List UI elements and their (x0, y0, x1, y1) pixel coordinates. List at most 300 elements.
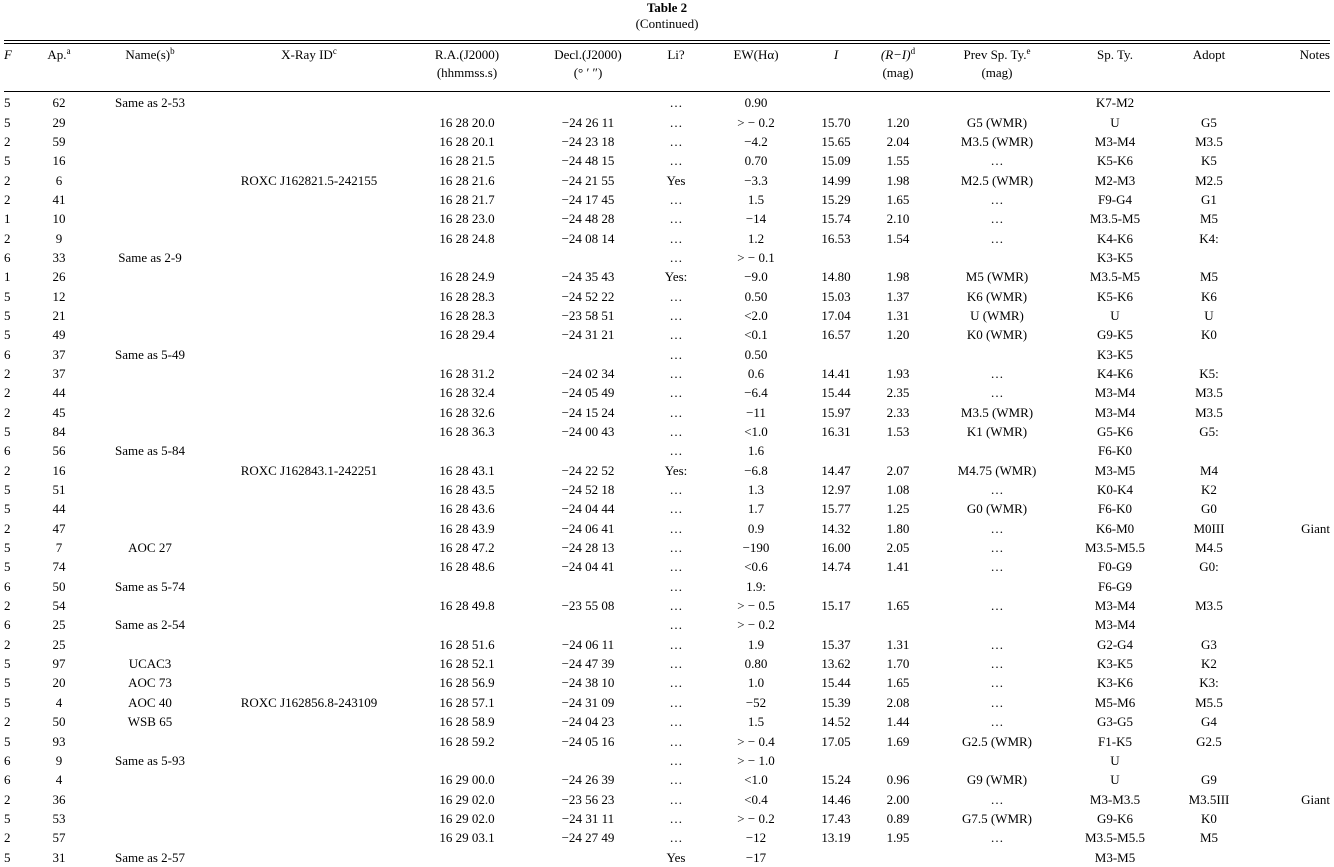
cell-names: Same as 5-49 (114, 346, 186, 362)
cell-ra: 16 28 56.9 (439, 675, 495, 691)
cell-ew: > − 0.2 (737, 810, 775, 826)
table-row (4, 809, 1330, 828)
cell-spty: M2-M3 (1094, 172, 1136, 188)
cell-ap: 6 (55, 172, 63, 188)
cell-ra: 16 28 49.8 (439, 598, 495, 614)
cell-adopt: K3: (1199, 675, 1219, 691)
cell-adopt: K2 (1201, 482, 1217, 498)
cell-ew: > − 0.2 (737, 617, 775, 633)
cell-f: 5 (4, 307, 11, 323)
cell-prev: … (990, 830, 1004, 846)
cell-spty: K5-K6 (1096, 288, 1134, 304)
cell-ri: 1.44 (886, 714, 910, 730)
cell-ra: 16 28 21.5 (439, 153, 495, 169)
cell-notes (1252, 654, 1330, 673)
cell-prev (930, 751, 1064, 770)
cell-ra: 16 28 48.6 (439, 559, 495, 575)
cell-adopt: K0 (1201, 810, 1217, 826)
cell-adopt: G2.5 (1196, 733, 1222, 749)
cell-f: 2 (4, 598, 11, 614)
cell-ap: 4 (55, 694, 63, 710)
cell-spty: M3.5-M5 (1089, 211, 1141, 227)
cell-names (86, 364, 214, 383)
cell-adopt: U (1204, 307, 1214, 323)
cell-names: Same as 2-53 (114, 95, 186, 111)
table-row (4, 538, 1330, 557)
col-names-header: $Name(s)^b$ (125, 46, 175, 62)
cell-ra: 16 29 02.0 (439, 791, 495, 807)
col-ew-header: EW(Hα) (733, 47, 779, 62)
cell-f: 5 (4, 733, 11, 749)
cell-i: 12.97 (821, 482, 851, 498)
cell-names (86, 151, 214, 170)
cell-xray (214, 151, 404, 170)
cell-adopt (1166, 441, 1252, 460)
cell-ri (866, 615, 930, 634)
cell-i: 15.24 (821, 772, 851, 788)
cell-ap: 74 (52, 559, 66, 575)
cell-names (86, 480, 214, 499)
cell-ew: > − 0.4 (737, 733, 775, 749)
cell-names (86, 190, 214, 209)
cell-i: 15.70 (821, 114, 851, 130)
cell-names (86, 828, 214, 847)
cell-adopt: K0 (1201, 327, 1217, 343)
cell-ri (866, 344, 930, 363)
cell-f: 5 (4, 656, 11, 672)
cell-dec: −24 35 43 (561, 269, 615, 285)
cell-f: 5 (4, 327, 11, 343)
cell-prev: G9 (WMR) (966, 772, 1028, 788)
cell-names (86, 132, 214, 151)
cell-dec: −24 23 18 (561, 133, 615, 149)
cell-ew: −12 (745, 830, 767, 846)
cell-ri: 1.53 (886, 424, 910, 440)
cell-xray (214, 499, 404, 518)
cell-dec: −24 02 34 (561, 365, 615, 381)
cell-li: … (669, 520, 683, 536)
cell-i: 15.09 (821, 153, 851, 169)
cell-ap: 25 (52, 617, 66, 633)
cell-dec: −24 27 49 (561, 830, 615, 846)
cell-spty: M3-M4 (1094, 133, 1136, 149)
cell-adopt: K2 (1201, 656, 1217, 672)
cell-i: 15.44 (821, 675, 851, 691)
cell-ap: 62 (52, 95, 66, 111)
cell-ap: 29 (52, 114, 66, 130)
cell-spty: F6-G9 (1098, 578, 1132, 594)
cell-ra (404, 93, 530, 112)
cell-ri: 1.98 (886, 172, 910, 188)
cell-ri: 1.98 (886, 269, 910, 285)
cell-ew: <1.0 (744, 424, 768, 440)
cell-ra: 16 28 28.3 (439, 288, 495, 304)
cell-spty: F1-K5 (1098, 733, 1132, 749)
cell-f: 2 (4, 520, 11, 536)
cell-li: … (669, 191, 683, 207)
cell-dec: −24 48 15 (561, 153, 615, 169)
cell-dec: −24 05 49 (561, 385, 615, 401)
cell-dec: −24 21 55 (561, 172, 615, 188)
cell-ri (866, 751, 930, 770)
cell-ri: 1.20 (886, 327, 910, 343)
cell-notes: Giant (1301, 791, 1330, 807)
cell-names (86, 731, 214, 750)
cell-notes (1252, 615, 1330, 634)
cell-adopt (1166, 847, 1252, 866)
cell-ra (404, 751, 530, 770)
col-i-header: I (833, 47, 839, 62)
cell-ap: 37 (52, 346, 66, 362)
cell-dec: −24 52 22 (561, 288, 615, 304)
cell-li: … (669, 578, 683, 594)
cell-notes (1252, 364, 1330, 383)
cell-ew: −190 (742, 540, 770, 556)
cell-spty: G2-G4 (1096, 636, 1134, 652)
cell-notes (1252, 480, 1330, 499)
cell-ra (404, 344, 530, 363)
cell-f: 2 (4, 791, 11, 807)
table-row (4, 132, 1330, 151)
cell-f: 6 (4, 346, 11, 362)
cell-xray (214, 480, 404, 499)
cell-li: … (669, 791, 683, 807)
cell-prev: M3.5 (WMR) (960, 404, 1034, 420)
cell-f: 5 (4, 540, 11, 556)
cell-f: 5 (4, 675, 11, 691)
table-row (4, 557, 1330, 576)
cell-ri: 1.55 (886, 153, 910, 169)
cell-li: … (669, 230, 683, 246)
cell-ri: 1.25 (886, 501, 910, 517)
cell-spty: M3-M5 (1094, 849, 1136, 865)
cell-i: 14.47 (821, 462, 851, 478)
cell-ew: > − 0.5 (737, 598, 775, 614)
cell-ew: 1.2 (747, 230, 765, 246)
cell-dec: −24 04 23 (561, 714, 615, 730)
cell-names: Same as 2-57 (114, 849, 186, 865)
cell-ra: 16 28 32.6 (439, 404, 495, 420)
table-row (4, 441, 1330, 460)
cell-notes (1252, 344, 1330, 363)
cell-ra: 16 28 24.8 (439, 230, 495, 246)
cell-names: AOC 27 (128, 540, 172, 556)
cell-ra: 16 28 52.1 (439, 656, 495, 672)
cell-ap: 31 (52, 849, 66, 865)
cell-adopt: M3.5III (1188, 791, 1230, 807)
cell-xray (214, 344, 404, 363)
cell-f: 5 (4, 95, 11, 111)
cell-li: … (669, 694, 683, 710)
cell-notes (1252, 228, 1330, 247)
cell-prev: … (990, 482, 1004, 498)
cell-ra: 16 28 43.5 (439, 482, 495, 498)
cell-ri: 1.31 (886, 636, 910, 652)
cell-names (86, 519, 214, 538)
cell-dec (530, 93, 646, 112)
table-row (4, 577, 1330, 596)
cell-ew: 0.80 (744, 656, 768, 672)
table-row (4, 151, 1330, 170)
cell-ri: 1.65 (886, 675, 910, 691)
cell-prev: … (990, 636, 1004, 652)
table-row (4, 403, 1330, 422)
cell-f: 6 (4, 752, 11, 768)
cell-f: 2 (4, 462, 11, 478)
cell-ra (404, 577, 530, 596)
cell-notes (1252, 809, 1330, 828)
cell-names (86, 286, 214, 305)
cell-i: 15.03 (821, 288, 851, 304)
cell-li: … (669, 327, 683, 343)
cell-ew: 1.9 (747, 636, 765, 652)
cell-ri (866, 577, 930, 596)
cell-xray (214, 403, 404, 422)
cell-ew: −4.2 (744, 133, 768, 149)
cell-names (86, 112, 214, 131)
cell-prev (930, 577, 1064, 596)
table-row (4, 519, 1330, 538)
cell-xray (214, 383, 404, 402)
cell-xray (214, 519, 404, 538)
cell-notes (1252, 248, 1330, 267)
table-row (4, 635, 1330, 654)
cell-spty: G5-K6 (1096, 424, 1134, 440)
cell-adopt: G3 (1201, 636, 1217, 652)
cell-notes (1252, 693, 1330, 712)
cell-dec: −24 47 39 (561, 656, 615, 672)
col-xray-header: X-Ray $ID^c$ (281, 46, 337, 62)
cell-adopt (1166, 248, 1252, 267)
cell-spty: K3-K5 (1096, 249, 1134, 265)
cell-f: 1 (4, 211, 11, 227)
cell-i: 17.05 (821, 733, 851, 749)
cell-spty: K3-K5 (1096, 656, 1134, 672)
cell-f: 6 (4, 617, 11, 633)
cell-notes (1252, 673, 1330, 692)
cell-prev: … (990, 365, 1004, 381)
cell-spty: M3-M5 (1094, 462, 1136, 478)
table-row (4, 461, 1330, 480)
cell-notes (1252, 190, 1330, 209)
col-adopt-header: Adopt (1192, 47, 1226, 62)
table-row (4, 654, 1330, 673)
cell-ap: 33 (52, 249, 66, 265)
cell-dec: −24 06 41 (561, 520, 615, 536)
cell-notes (1252, 751, 1330, 770)
cell-dec: −23 56 23 (561, 791, 615, 807)
cell-spty: M3-M4 (1094, 404, 1136, 420)
cell-adopt: M5 (1199, 211, 1219, 227)
cell-i: 15.17 (821, 598, 851, 614)
cell-dec: −24 52 18 (561, 482, 615, 498)
cell-ap: 20 (52, 675, 66, 691)
cell-f: 2 (4, 385, 11, 401)
cell-ew: > − 1.0 (737, 752, 775, 768)
cell-i: 15.39 (821, 694, 851, 710)
cell-ew: 1.6 (747, 443, 765, 459)
cell-dec (530, 248, 646, 267)
table-body (4, 93, 1330, 867)
cell-li: … (669, 810, 683, 826)
cell-ap: 26 (52, 269, 66, 285)
cell-ap: 53 (52, 810, 66, 826)
cell-xray (214, 112, 404, 131)
cell-names (86, 422, 214, 441)
cell-dec: −23 55 08 (561, 598, 615, 614)
cell-spty: K5-K6 (1096, 153, 1134, 169)
cell-spty: U (1110, 772, 1120, 788)
cell-notes (1252, 325, 1330, 344)
cell-f: 1 (4, 269, 11, 285)
cell-dec: −24 38 10 (561, 675, 615, 691)
cell-ap: 37 (52, 365, 66, 381)
cell-notes (1252, 538, 1330, 557)
table-row (4, 170, 1330, 189)
cell-dec (530, 615, 646, 634)
cell-li: Yes: (664, 269, 688, 285)
cell-li: … (669, 540, 683, 556)
cell-ew: <1.0 (744, 772, 768, 788)
cell-ew: 0.90 (744, 95, 768, 111)
cell-dec: −24 04 41 (561, 559, 615, 575)
cell-ap: 21 (52, 307, 66, 323)
cell-li: … (669, 288, 683, 304)
cell-li: … (669, 133, 683, 149)
cell-ew: −6.8 (744, 462, 768, 478)
cell-ap: 9 (55, 752, 63, 768)
cell-adopt: G9 (1201, 772, 1217, 788)
cell-prev: … (990, 559, 1004, 575)
cell-i: 15.65 (821, 133, 851, 149)
col-f-header: F (4, 47, 12, 62)
cell-ri: 1.08 (886, 482, 910, 498)
table-row (4, 364, 1330, 383)
cell-xray (214, 132, 404, 151)
cell-names (86, 209, 214, 228)
cell-i (806, 751, 866, 770)
cell-ap: 50 (52, 714, 66, 730)
cell-ra: 16 28 23.0 (439, 211, 495, 227)
table-row (4, 209, 1330, 228)
cell-dec: −24 06 11 (561, 636, 615, 652)
cell-ew: 1.0 (747, 675, 765, 691)
cell-ap: 44 (52, 385, 66, 401)
cell-i: 15.29 (821, 191, 851, 207)
cell-dec: −24 15 24 (561, 404, 615, 420)
cell-names: UCAC3 (128, 656, 172, 672)
cell-xray (214, 635, 404, 654)
cell-ri: 1.70 (886, 656, 910, 672)
cell-prev: K1 (WMR) (966, 424, 1028, 440)
cell-dec (530, 441, 646, 460)
cell-ra: 16 28 28.3 (439, 307, 495, 323)
top-rule (4, 40, 1330, 41)
cell-names (86, 383, 214, 402)
cell-xray (214, 847, 404, 866)
cell-prev: … (990, 714, 1004, 730)
cell-names: Same as 2-9 (118, 249, 182, 265)
cell-ew: <0.6 (744, 559, 768, 575)
cell-prev: M5 (WMR) (965, 269, 1029, 285)
cell-dec: −24 05 16 (561, 733, 615, 749)
cell-i: 15.77 (821, 501, 851, 517)
cell-ri: 2.10 (886, 211, 910, 227)
cell-ri: 1.69 (886, 733, 910, 749)
cell-ri: 2.05 (886, 540, 910, 556)
cell-notes (1252, 93, 1330, 112)
cell-i (806, 248, 866, 267)
cell-notes (1252, 712, 1330, 731)
cell-li: … (669, 733, 683, 749)
cell-adopt: G4 (1201, 714, 1217, 730)
cell-ra: 16 28 36.3 (439, 424, 495, 440)
cell-ew: −3.3 (744, 172, 768, 188)
col-dec-header: Decl.(J2000) (° ′ ″) (554, 47, 622, 80)
cell-f: 2 (4, 714, 11, 730)
cell-f: 5 (4, 501, 11, 517)
cell-prev: … (990, 656, 1004, 672)
cell-li: … (669, 211, 683, 227)
cell-i (806, 344, 866, 363)
cell-ap: 16 (52, 462, 66, 478)
cell-ra: 16 29 00.0 (439, 772, 495, 788)
cell-li: … (669, 772, 683, 788)
cell-ra: 16 28 59.2 (439, 733, 495, 749)
cell-f: 6 (4, 578, 11, 594)
cell-f: 6 (4, 249, 11, 265)
table-subtitle: (Continued) (635, 16, 699, 31)
cell-spty: K6-M0 (1095, 520, 1135, 536)
cell-f: 5 (4, 288, 11, 304)
cell-f: 5 (4, 153, 11, 169)
table-row (4, 383, 1330, 402)
cell-li: … (669, 424, 683, 440)
cell-ri: 1.37 (886, 288, 910, 304)
cell-ew: 1.7 (747, 501, 765, 517)
cell-adopt: M0III (1193, 520, 1225, 536)
cell-li: … (669, 95, 683, 111)
cell-i: 14.80 (821, 269, 851, 285)
cell-ra: 16 28 43.9 (439, 520, 495, 536)
cell-xray (214, 712, 404, 731)
col-prev-header: Prev Sp. Ty.$^e$ (mag) (963, 46, 1031, 80)
cell-prev: … (990, 540, 1004, 556)
cell-ri: 1.93 (886, 365, 910, 381)
cell-adopt (1166, 615, 1252, 634)
cell-li: … (669, 559, 683, 575)
cell-names: Same as 2-54 (114, 617, 186, 633)
cell-ew: > − 0.1 (737, 249, 775, 265)
cell-prev (930, 847, 1064, 866)
table-row (4, 731, 1330, 750)
cell-names (86, 789, 214, 808)
cell-notes (1252, 209, 1330, 228)
cell-f: 5 (4, 482, 11, 498)
cell-prev: … (990, 520, 1004, 536)
cell-prev: U (WMR) (970, 307, 1024, 323)
cell-ra (404, 615, 530, 634)
cell-adopt: M4 (1199, 462, 1219, 478)
cell-names (86, 461, 214, 480)
cell-ri: 2.07 (886, 462, 910, 478)
cell-f: 2 (4, 636, 11, 652)
cell-ap: 41 (52, 191, 66, 207)
header-row (4, 44, 1330, 93)
cell-ra (404, 248, 530, 267)
cell-dec: −23 58 51 (561, 307, 615, 323)
cell-i: 14.41 (821, 365, 851, 381)
